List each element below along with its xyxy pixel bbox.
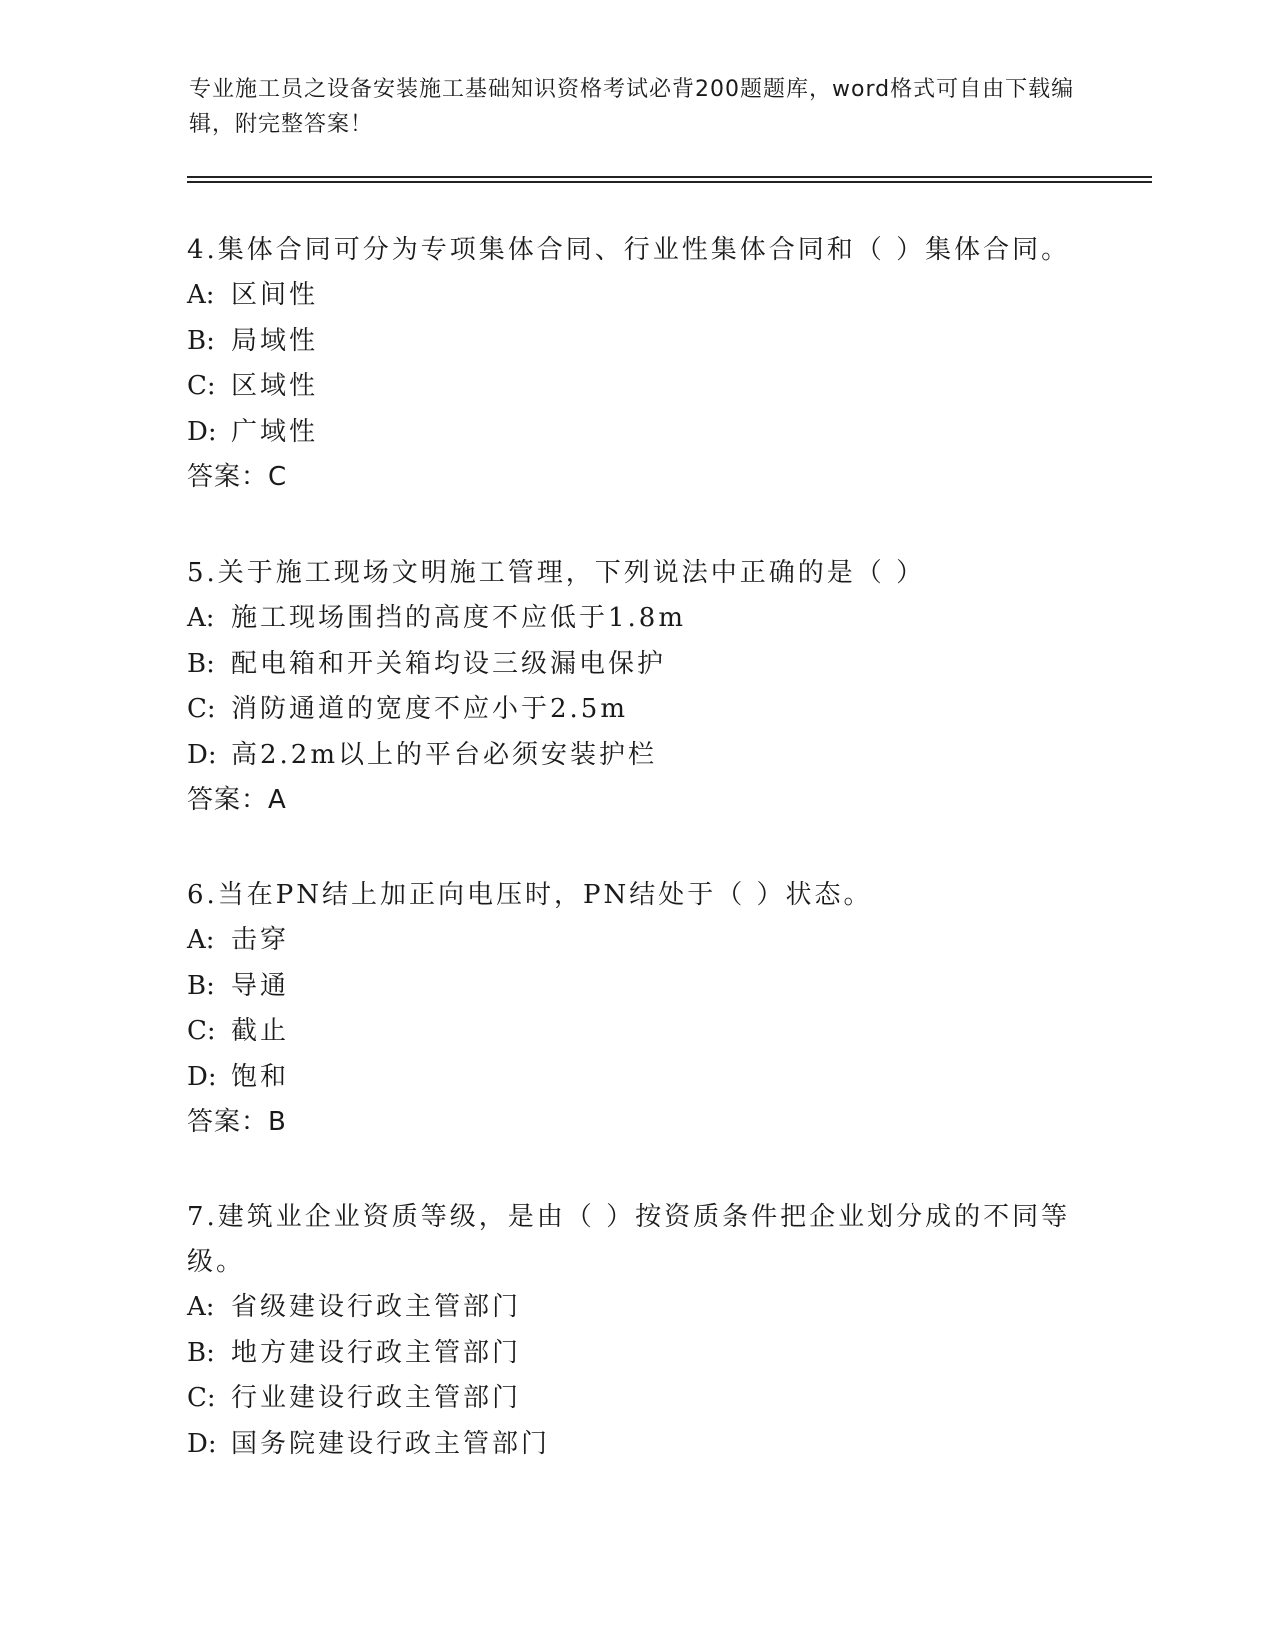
answer-value: B [268, 1107, 287, 1137]
header-rule-bottom [187, 181, 1152, 183]
option-letter: B: [187, 1337, 215, 1368]
header-rule-top [187, 176, 1152, 178]
option-letter: B: [187, 970, 215, 1001]
answer-value: A [268, 785, 287, 815]
option-d [187, 733, 1087, 779]
answer-value: C [268, 462, 288, 492]
question-4 [187, 228, 1087, 500]
option-b [187, 1331, 1087, 1377]
question-stem: 7.建筑业企业资质等级，是由（ ）按资质条件把企业划分成的不同等级。 [187, 1202, 1071, 1277]
option-c [187, 1009, 1087, 1055]
answer-line [187, 778, 1087, 823]
question-stem: 6.当在PN结上加正向电压时，PN结处于（ ）状态。 [187, 880, 873, 910]
option-text: 区间性 [231, 280, 319, 310]
option-b [187, 642, 1087, 688]
option-letter: C: [187, 1383, 216, 1413]
option-text: 省级建设行政主管部门 [231, 1292, 522, 1322]
option-text: 导通 [231, 970, 290, 1001]
option-text: 国务院建设行政主管部门 [231, 1428, 551, 1459]
option-letter: D: [187, 1428, 217, 1459]
question-stem: 4.集体合同可分为专项集体合同、行业性集体合同和（ ）集体合同。 [187, 235, 1071, 265]
option-a [187, 1285, 1087, 1331]
option-text: 饱和 [231, 1061, 290, 1092]
option-c [187, 1376, 1087, 1422]
option-d [187, 1055, 1087, 1101]
option-text: 行业建设行政主管部门 [231, 1383, 522, 1413]
option-a [187, 596, 1087, 642]
option-letter: A: [187, 280, 215, 310]
option-b [187, 964, 1087, 1010]
option-c [187, 364, 1087, 410]
answer-label: 答案： [187, 462, 269, 492]
document-header: 专业施工员之设备安装施工基础知识资格考试必背200题题库，word格式可自由下载编辑，附完整答案！ [189, 77, 1075, 137]
option-letter: C: [187, 1016, 216, 1046]
option-letter: D: [187, 739, 217, 770]
option-text: 施工现场围挡的高度不应低于1.8m [231, 603, 687, 633]
option-text: 消防通道的宽度不应小于2.5m [231, 694, 629, 724]
option-text: 区域性 [231, 371, 319, 401]
option-text: 高2.2m以上的平台必须安装护栏 [231, 739, 658, 770]
option-c [187, 687, 1087, 733]
option-d [187, 1422, 1087, 1468]
option-text: 配电箱和开关箱均设三级漏电保护 [231, 648, 667, 679]
question-6 [187, 873, 1087, 1145]
option-text: 截止 [231, 1016, 290, 1046]
answer-line [187, 1100, 1087, 1145]
option-letter: B: [187, 648, 215, 679]
question-5 [187, 551, 1087, 823]
option-a [187, 918, 1087, 964]
option-letter: D: [187, 1061, 217, 1092]
option-letter: C: [187, 371, 216, 401]
option-text: 广域性 [231, 416, 319, 447]
option-text: 地方建设行政主管部门 [231, 1337, 522, 1368]
question-7 [187, 1195, 1087, 1467]
option-letter: A: [187, 1292, 215, 1322]
option-text: 局域性 [231, 325, 319, 356]
answer-line [187, 455, 1087, 500]
option-d [187, 410, 1087, 456]
option-letter: A: [187, 925, 215, 955]
question-stem: 5.关于施工现场文明施工管理，下列说法中正确的是（ ） [187, 558, 926, 588]
option-b [187, 319, 1087, 365]
answer-label: 答案： [187, 785, 269, 815]
option-letter: C: [187, 694, 216, 724]
option-letter: B: [187, 325, 215, 356]
option-letter: D: [187, 416, 217, 447]
option-a [187, 273, 1087, 319]
answer-label: 答案： [187, 1107, 269, 1137]
option-text: 击穿 [231, 925, 290, 955]
option-letter: A: [187, 603, 215, 633]
